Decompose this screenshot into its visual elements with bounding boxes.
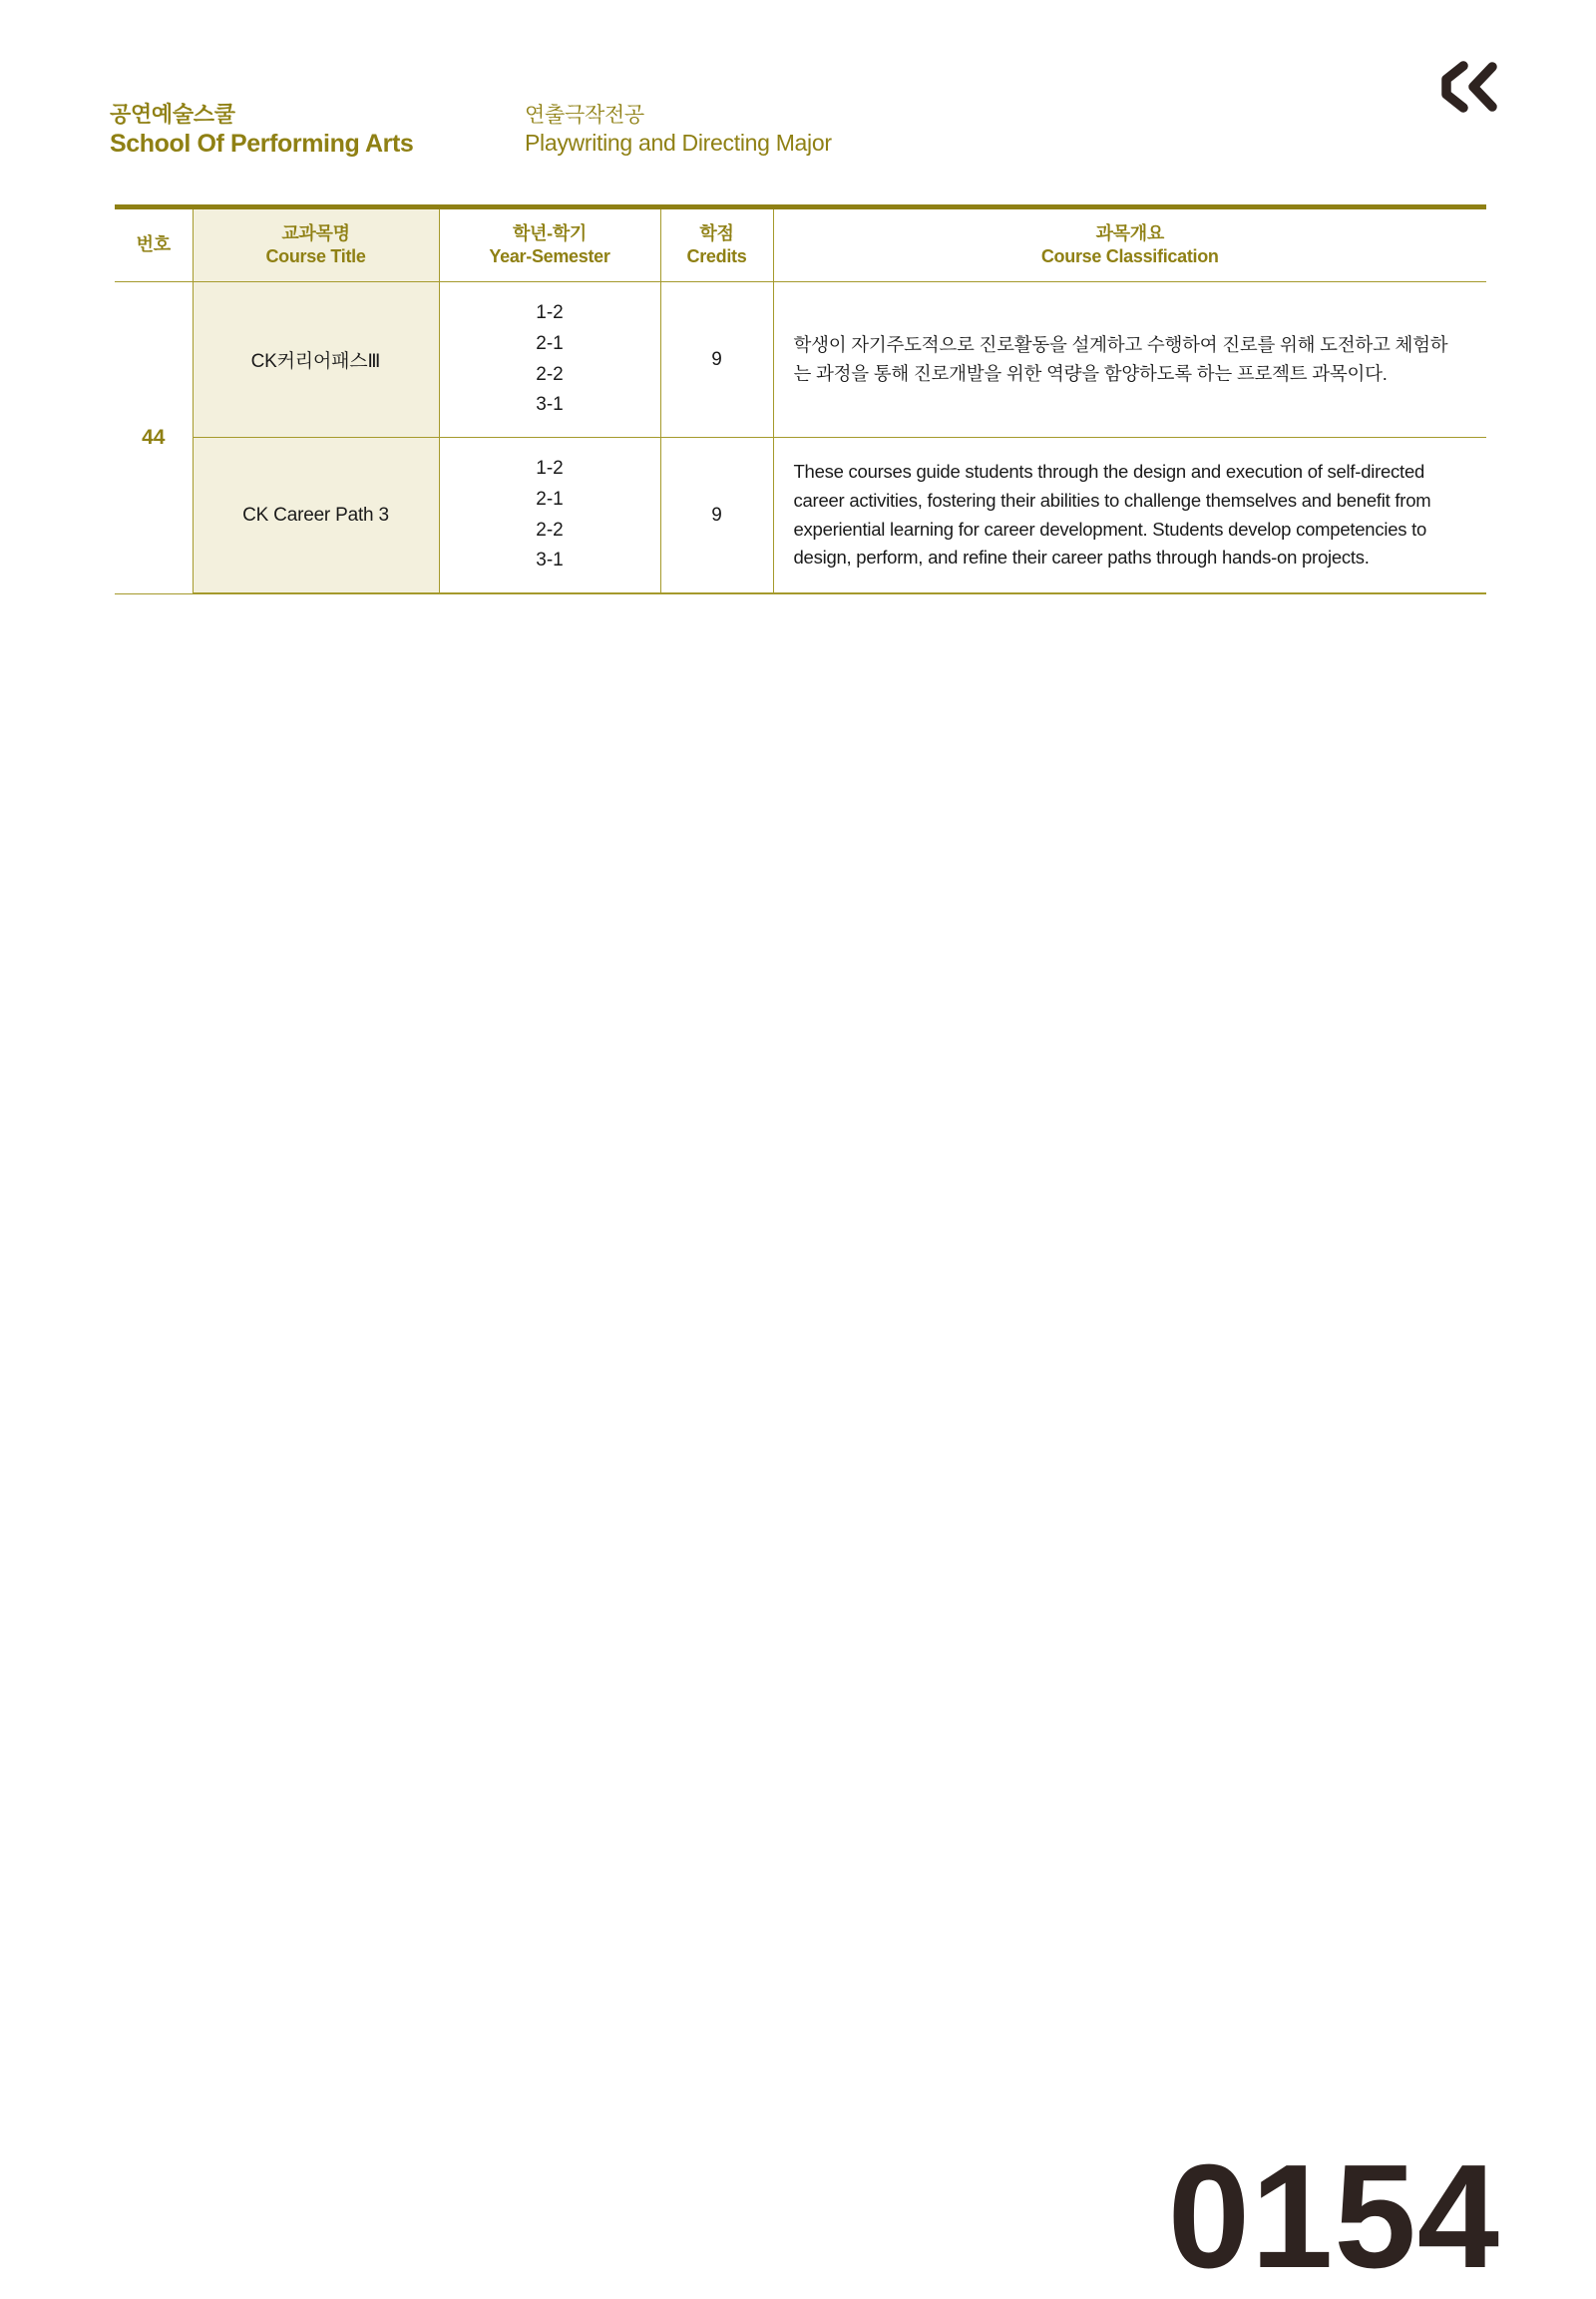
column-header-credits-kr: 학점: [699, 222, 734, 243]
cell-course-description: 학생이 자기주도적으로 진로활동을 설계하고 수행하여 진로를 위해 도전하고 체험하는 과정을 통해 진로개발을 위한 역량을 함양하도록 하는 프로젝트 과목이다.: [773, 282, 1486, 438]
major-name-english: Playwriting and Directing Major: [525, 130, 832, 157]
cell-course-description: These courses guide students through the design and execution of self-directed career activities, fostering their abilities to challenge themselves and benefit from experiential learning for career development. Students develop competencies to design, perform, and refine their career paths through hands-on projects.: [773, 438, 1486, 594]
cell-credits: 9: [660, 282, 773, 438]
column-header-course-classification-kr: 과목개요: [1095, 222, 1164, 243]
course-table: [115, 204, 1486, 594]
page-number: 0154: [1167, 2134, 1500, 2299]
column-header-year-semester-en: Year-Semester: [489, 246, 610, 266]
semester-value: 3-1: [536, 394, 564, 416]
ck-logo-icon: [1433, 60, 1499, 114]
column-header-course-title: [193, 207, 439, 282]
column-header-credits: [660, 207, 773, 282]
major-name-block: [525, 103, 832, 158]
semester-value: 2-2: [536, 363, 564, 385]
column-header-year-semester-kr: 학년-학기: [512, 222, 588, 243]
cell-course-title: CK커리어패스Ⅲ: [193, 282, 439, 438]
column-header-credits-en: Credits: [686, 246, 747, 266]
cell-year-semester: [439, 438, 660, 594]
column-header-number: [115, 207, 193, 282]
cell-year-semester: [439, 282, 660, 438]
cell-credits: 9: [660, 438, 773, 594]
school-name-english: School Of Performing Arts: [110, 129, 414, 158]
cell-course-title: CK Career Path 3: [193, 438, 439, 594]
school-name-block: [110, 102, 413, 159]
table-body: [115, 282, 1486, 594]
column-header-course-classification: [773, 207, 1486, 282]
semester-value: 2-1: [536, 332, 564, 354]
school-name-korean: 공연예술스쿨: [110, 102, 235, 127]
column-header-course-title-en: Course Title: [265, 246, 366, 266]
column-header-course-title-kr: 교과목명: [281, 222, 350, 243]
table-row: [115, 282, 1486, 438]
semester-value: 1-2: [536, 302, 564, 323]
semester-value: 1-2: [536, 458, 564, 480]
page-header: [0, 0, 1596, 199]
table-header: [115, 207, 1486, 282]
table-row: [115, 438, 1486, 594]
major-name-korean: 연출극작전공: [525, 104, 644, 127]
column-header-year-semester: [439, 207, 660, 282]
semester-value: 3-1: [536, 550, 564, 572]
cell-course-number: 44: [115, 282, 193, 594]
semester-value: 2-2: [536, 519, 564, 541]
semester-value: 2-1: [536, 488, 564, 510]
column-header-course-classification-en: Course Classification: [1040, 246, 1219, 266]
column-header-number-kr: 번호: [136, 234, 171, 255]
table-header-row: [115, 207, 1486, 282]
